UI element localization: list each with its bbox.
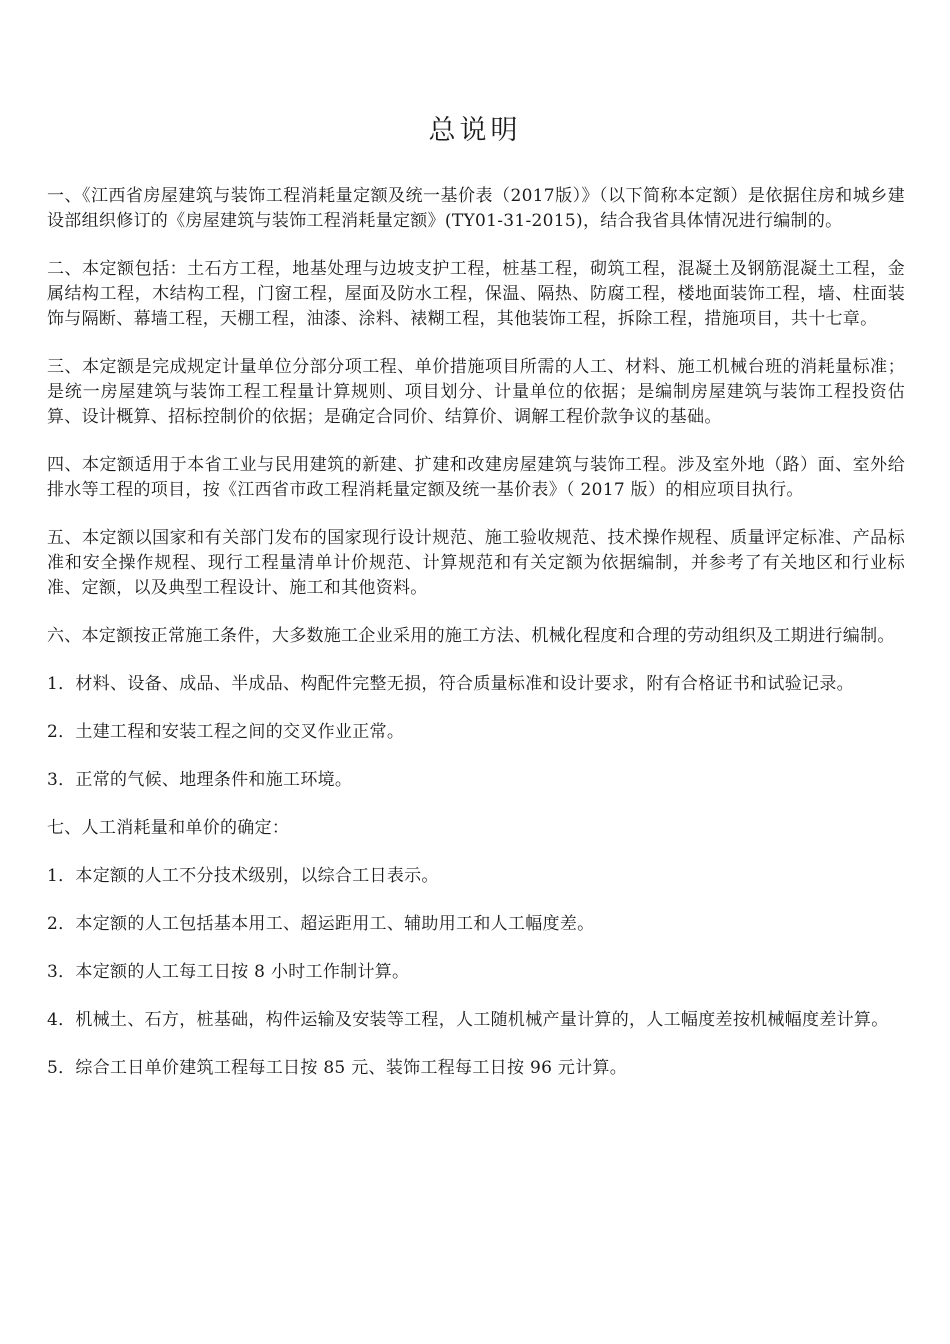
list-item-6-1: 1．材料、设备、成品、半成品、构配件完整无损，符合质量标准和设计要求，附有合格证书和试验记录。 [47,674,854,694]
list-item-6-3: 3．正常的气候、地理条件和施工环境。 [47,770,353,790]
paragraph-1: 一、《江西省房屋建筑与装饰工程消耗量定额及统一基价表（2017版）》（以下简称本定额）是依据住房和城乡建设部组织修订的《房屋建筑与装饰工程消耗量定额》(TY01-31-2015)，结合我省具体情况进行编制的。 [47,186,905,231]
paragraph-5: 五、本定额以国家和有关部门发布的国家现行设计规范、施工验收规范、技术操作规程、质量评定标准、产品标准和安全操作规程、现行工程量清单计价规范、计算规范和有关定额为依据编制，并参考了有关地区和行业标准、定额，以及典型工程设计、施工和其他资料。 [47,528,905,598]
document-body [47,184,905,1104]
paragraph-7: 七、人工消耗量和单价的确定： [47,818,290,838]
list-item-7-3: 3．本定额的人工每工日按 8 小时工作制计算。 [47,962,410,982]
list-item-6-2: 2．土建工程和安装工程之间的交叉作业正常。 [47,722,405,742]
list-item-7-4: 4．机械土、石方，桩基础，构件运输及安装等工程，人工随机械产量计算的，人工幅度差按机械幅度差计算。 [47,1010,889,1030]
paragraph-4: 四、本定额适用于本省工业与民用建筑的新建、扩建和改建房屋建筑与装饰工程。涉及室外地（路）面、室外给排水等工程的项目，按《江西省市政工程消耗量定额及统一基价表》（ 2017 版）的相应项目执行。 [47,455,905,500]
list-item-7-2: 2．本定额的人工包括基本用工、超运距用工、辅助用工和人工幅度差。 [47,914,595,934]
list-item-7-5: 5．综合工日单价建筑工程每工日按 85 元、装饰工程每工日按 96 元计算。 [47,1058,628,1078]
list-item-7-1: 1．本定额的人工不分技术级别，以综合工日表示。 [47,866,439,886]
paragraph-2: 二、本定额包括：土石方工程，地基处理与边坡支护工程，桩基工程，砌筑工程，混凝土及钢筋混凝土工程，金属结构工程，木结构工程，门窗工程，屋面及防水工程，保温、隔热、防腐工程，楼地面装饰工程，墙、柱面装饰与隔断、幕墙工程，天棚工程，油漆、涂料、裱糊工程，其他装饰工程，拆除工程，措施项目，共十七章。 [47,259,905,329]
document-title: 总说明 [428,115,522,146]
paragraph-3: 三、本定额是完成规定计量单位分部分项工程、单价措施项目所需的人工、材料、施工机械台班的消耗量标准；是统一房屋建筑与装饰工程工程量计算规则、项目划分、计量单位的依据；是编制房屋建筑与装饰工程投资估算、设计概算、招标控制价的依据；是确定合同价、结算价、调解工程价款争议的基础。 [47,357,905,427]
paragraph-6: 六、本定额按正常施工条件，大多数施工企业采用的施工方法、机械化程度和合理的劳动组织及工期进行编制。 [47,626,895,646]
